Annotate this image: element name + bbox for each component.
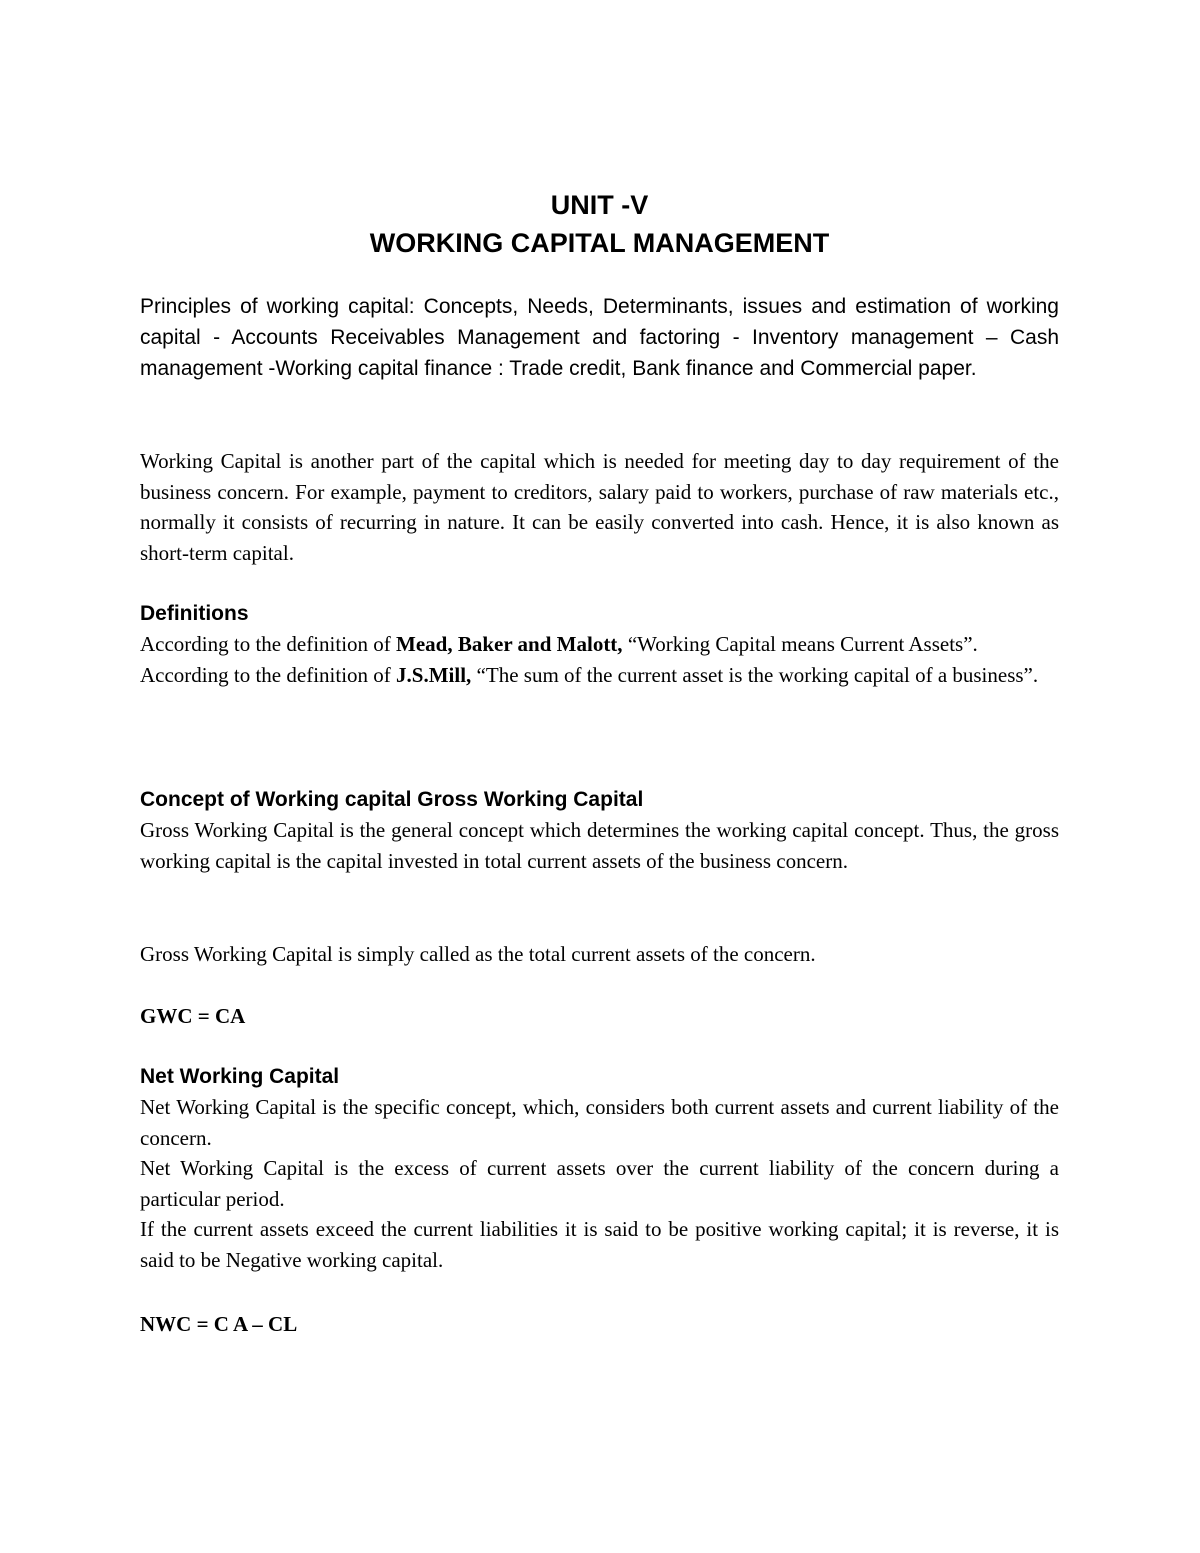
author-name: J.S.Mill,: [396, 662, 472, 687]
net-paragraph-1: Net Working Capital is the specific concept, which, considers both current assets and current liability of the concern.: [140, 1095, 1059, 1150]
net-paragraph-3: If the current assets exceed the current liabilities it is said to be positive working capital; it is reverse, it is said to be Negative working capital.: [140, 1217, 1059, 1272]
definition-quote: “The sum of the current asset is the working capital of a business”.: [471, 662, 1039, 687]
definition-quote: “Working Capital means Current Assets”.: [622, 632, 978, 656]
intro-block: [140, 446, 1059, 568]
definitions-heading: Definitions: [140, 602, 249, 625]
gross-working-capital-section: [140, 785, 1059, 876]
gross-paragraph-1: Gross Working Capital is the general concept which determines the working capital concept. Thus, the gross working capital is the capital invested in total current assets of the business concern.: [140, 818, 1059, 873]
gwc-formula: GWC = CA: [140, 1004, 246, 1028]
definitions-section: [140, 599, 1059, 690]
nwc-formula-block: [140, 1309, 1059, 1339]
definition-prefix: According to the definition of: [140, 662, 397, 687]
syllabus-paragraph: Principles of working capital: Concepts, Needs, Determinants, issues and estimation of working capital - Accounts Receivables Management and factoring - Inventory management – Cash management -Working capital finance : Trade credit, Bank finance and Commercial paper.: [140, 295, 1059, 380]
gwc-formula-block: [140, 1001, 1059, 1031]
syllabus-block: [140, 291, 1059, 384]
net-working-capital-section: [140, 1062, 1059, 1275]
unit-label: UNIT -V: [550, 190, 649, 220]
net-paragraph-2: Net Working Capital is the excess of current assets over the current liability of the concern during a particular period.: [140, 1156, 1059, 1211]
title-block: [140, 186, 1059, 262]
gross-paragraph-2: Gross Working Capital is simply called as the total current assets of the concern.: [140, 942, 816, 966]
gross-heading: Concept of Working capital Gross Working Capital: [140, 788, 644, 811]
intro-paragraph: Working Capital is another part of the capital which is needed for meeting day to day requirement of the business concern. For example, payment to creditors, salary paid to workers, purchase of raw materials etc., normally it consists of recurring in nature. It can be easily converted into cash. Hence, it is also known as short-term capital.: [140, 449, 1059, 565]
definition-mill: [140, 660, 1059, 691]
author-name: Mead, Baker and Malott,: [396, 632, 623, 656]
gross-paragraph-2-block: [140, 939, 1059, 970]
definition-prefix: According to the definition of: [140, 632, 397, 656]
definition-mead: [140, 629, 1059, 660]
page-title: WORKING CAPITAL MANAGEMENT: [369, 228, 830, 258]
nwc-formula: NWC = C A – CL: [140, 1312, 298, 1336]
net-heading: Net Working Capital: [140, 1065, 340, 1088]
